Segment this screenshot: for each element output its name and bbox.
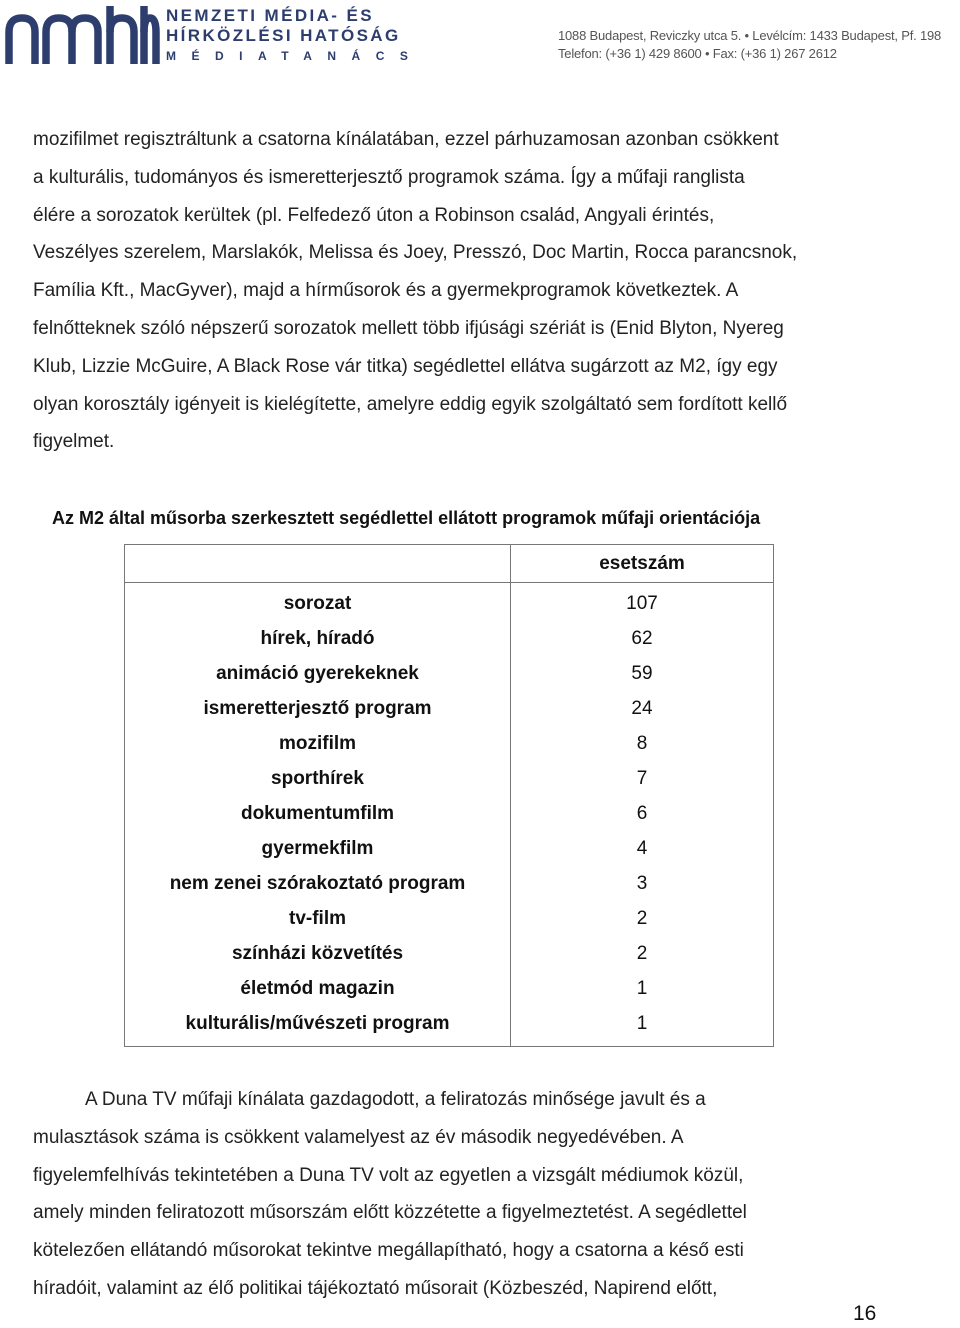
count-cell: 3 [511,866,774,901]
address-line: 1088 Budapest, Reviczky utca 5. • Levélcím: 1433 Budapest, Pf. 198 [558,28,942,43]
table-row [125,971,774,1006]
text-line: híradóit, valamint az élő politikai tájékoztató műsorait (Közbeszéd, Napirend előtt, [33,1277,718,1299]
table-title: Az M2 által műsorba szerkesztett segédlettel ellátott programok műfaji orientációja [52,508,761,528]
table-row [125,831,774,866]
count-cell: 4 [511,831,774,866]
count-cell: 107 [511,583,774,622]
table-row [125,761,774,796]
text-line: figyelmet. [33,431,115,453]
text-line: Klub, Lizzie McGuire, A Black Rose vár titka) segédlettel ellátva sugárzott az M2, így egy [33,355,778,377]
genre-cell: kulturális/művészeti program [125,1006,511,1047]
count-cell: 8 [511,726,774,761]
table-row [125,866,774,901]
text-line: A Duna TV műfaji kínálata gazdagodott, a feliratozás minősége javult és a [85,1089,706,1110]
text-line: mulasztások száma is csökkent valamelyest az év második negyedévében. A [33,1126,684,1148]
genre-cell: hírek, híradó [125,621,511,656]
genre-table [124,544,774,1047]
table-row [125,1006,774,1047]
text-line: Família Kft., MacGyver), majd a hírműsorok és a gyermekprogramok következtek. A [33,280,739,302]
count-cell: 6 [511,796,774,831]
table-row [125,583,774,622]
genre-cell: mozifilm [125,726,511,761]
genre-cell: életmód magazin [125,971,511,1006]
genre-cell: sorozat [125,583,511,622]
text-line: figyelemfelhívás tekintetében a Duna TV volt az egyetlen a vizsgált médiumok közül, [33,1164,744,1186]
count-cell: 59 [511,656,774,691]
org-name [166,6,423,63]
count-cell: 24 [511,691,774,726]
page-number: 16 [853,1302,877,1325]
table-row [125,621,774,656]
table-body [125,583,774,1047]
paragraph-2 [33,1081,893,1308]
table-header-row [125,545,774,583]
text-line: felnőtteknek szóló népszerű sorozatok mellett több ifjúsági szériát is (Enid Blyton, Nyereg [33,317,784,339]
paragraph-1 [33,121,893,461]
genre-cell: gyermekfilm [125,831,511,866]
count-cell: 7 [511,761,774,796]
text-line: élére a sorozatok kerültek (pl. Felfedező úton a Robinson család, Angyali érintés, [33,204,715,226]
phone-fax-line: Telefon: (+36 1) 429 8600 • Fax: (+36 1) 267 2612 [558,46,837,61]
text-line: olyan korosztály igényeit is kielégítette, amelyre eddig egyik szolgáltató sem fordított kellő [33,393,788,415]
nmhh-logo [4,2,160,68]
header-blank-cell [125,545,511,583]
org-name-line-1: NEMZETI MÉDIA- ÉS [166,6,374,25]
org-name-line-3: MÉDIATANÁCS [166,49,424,63]
table-row [125,936,774,971]
count-cell: 1 [511,1006,774,1047]
table-row [125,726,774,761]
count-cell: 1 [511,971,774,1006]
count-cell: 2 [511,936,774,971]
count-cell: 2 [511,901,774,936]
genre-cell: nem zenei szórakoztató program [125,866,511,901]
genre-cell: tv-film [125,901,511,936]
genre-cell: színházi közvetítés [125,936,511,971]
count-cell: 62 [511,621,774,656]
table-row [125,656,774,691]
text-line: amely minden feliratozott műsorszám előtt közzétette a figyelmeztetést. A segédlettel [33,1202,747,1224]
text-line: Veszélyes szerelem, Marslakók, Melissa és Joey, Presszó, Doc Martin, Rocca parancsnok, [33,242,798,264]
genre-cell: ismeretterjesztő program [125,691,511,726]
contact-info [558,27,941,63]
table-row [125,901,774,936]
column-header-count: esetszám [511,545,774,583]
table-row [125,691,774,726]
text-line: kötelezően ellátandó műsorokat tekintve megállapítható, hogy a csatorna a késő esti [33,1240,744,1262]
table-row [125,796,774,831]
genre-cell: dokumentumfilm [125,796,511,831]
org-name-line-2: HÍRKÖZLÉSI HATÓSÁG [166,26,401,45]
genre-cell: sporthírek [125,761,511,796]
text-line: a kulturális, tudományos és ismeretterjesztő programok száma. Így a műfaji ranglista [33,166,745,188]
letterhead [0,0,960,80]
genre-cell: animáció gyerekeknek [125,656,511,691]
text-line: mozifilmet regisztráltunk a csatorna kínálatában, ezzel párhuzamosan azonban csökkent [33,129,779,150]
